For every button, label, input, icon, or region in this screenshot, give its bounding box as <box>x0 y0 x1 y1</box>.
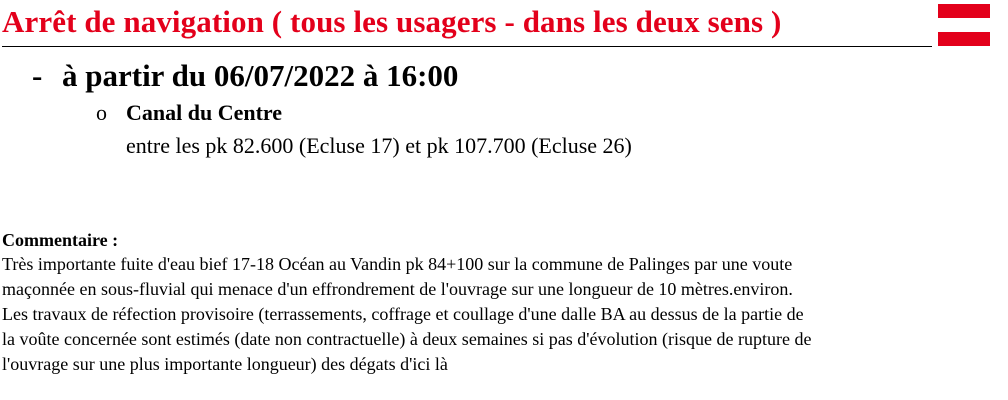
notice-title: Arrêt de navigation ( tous les usagers - dans les deux sens ) <box>2 4 782 39</box>
comment-body <box>2 252 1002 377</box>
notice-header <box>2 2 932 47</box>
section-range-text: entre les pk 82.600 (Ecluse 17) et pk 107.700 (Ecluse 26) <box>126 133 632 158</box>
comment-line: Très importante fuite d'eau bief 17-18 Océan au Vandin pk 84+100 sur la commune de Palinges par une voute <box>2 254 793 274</box>
comment-line: la voûte concernée sont estimés (date non contractuelle) à deux semaines si pas d'évolution (risque de rupture de <box>2 329 812 349</box>
comment-line: maçonnée en sous-fluvial qui menace d'un effrondrement de l'ouvrage sur une longueur de 10 mètres.environ. <box>2 279 793 299</box>
canal-name: Canal du Centre <box>126 100 283 125</box>
flag-stripe-bottom <box>938 32 990 46</box>
comment-line: l'ouvrage sur une plus importante longueur) des dégats d'ici là <box>2 354 448 374</box>
comment-line: Les travaux de réfection provisoire (terrassements, coffrage et coullage d'une dalle BA au dessus de la partie de <box>2 304 804 324</box>
austria-flag-icon <box>938 4 990 46</box>
start-date-text: à partir du 06/07/2022 à 16:00 <box>62 58 459 93</box>
flag-stripe-top <box>938 4 990 18</box>
flag-stripe-middle <box>938 18 990 32</box>
comment-title: Commentaire : <box>2 230 119 250</box>
start-date-line <box>32 58 458 94</box>
dash-bullet: - <box>32 58 43 93</box>
circle-bullet: o <box>96 100 107 125</box>
canal-line <box>96 100 282 126</box>
